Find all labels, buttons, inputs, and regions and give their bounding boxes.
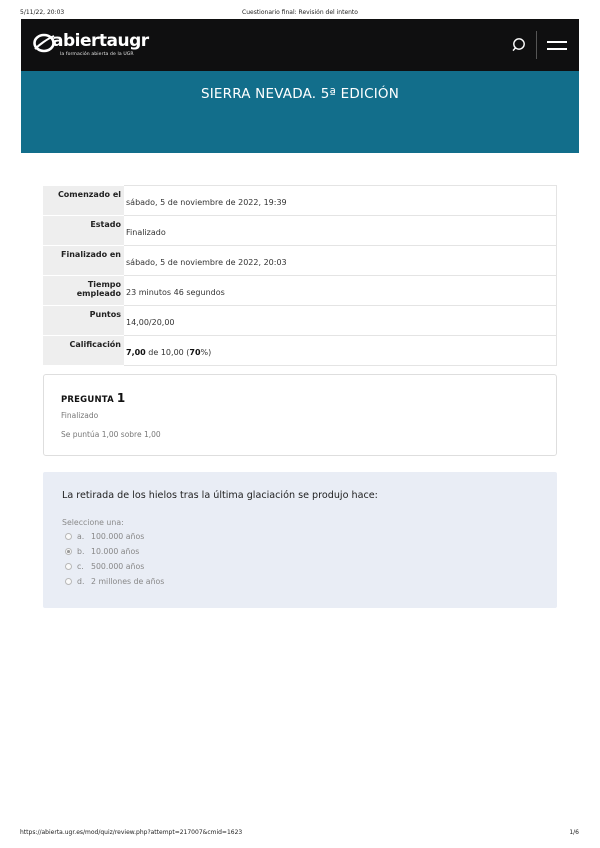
logo-subtitle: la formación abierta de la UGR xyxy=(60,52,134,57)
summary-value: Finalizado xyxy=(124,216,557,246)
radio-button[interactable] xyxy=(65,563,72,570)
radio-button[interactable] xyxy=(65,578,72,585)
summary-row-time-taken xyxy=(43,276,557,306)
grade-value: 7,00 xyxy=(126,348,146,357)
top-navbar xyxy=(21,19,579,71)
print-date: 5/11/22, 20:03 xyxy=(20,9,65,16)
navbar-divider xyxy=(536,31,537,59)
summary-row-started xyxy=(43,186,557,216)
question-number: 1 xyxy=(116,391,126,405)
answer-letter: c. xyxy=(77,562,84,571)
select-one-label: Seleccione una: xyxy=(62,518,124,527)
question-state: Finalizado xyxy=(61,411,99,420)
course-banner xyxy=(21,71,579,153)
logo-text: abiertaugr xyxy=(52,31,149,51)
summary-label: Puntos xyxy=(43,306,124,336)
site-logo[interactable] xyxy=(33,30,163,62)
search-button[interactable] xyxy=(511,37,527,53)
print-header xyxy=(0,9,600,19)
answer-text: 500.000 años xyxy=(91,562,145,571)
summary-row-finished xyxy=(43,246,557,276)
summary-value xyxy=(124,336,557,366)
question-content-box xyxy=(43,472,557,608)
question-grade: Se puntúa 1,00 sobre 1,00 xyxy=(61,430,161,439)
question-prompt: La retirada de los hielos tras la última glaciación se produjo hace: xyxy=(62,490,378,501)
summary-label: Tiempo empleado xyxy=(43,276,124,306)
summary-row-state xyxy=(43,216,557,246)
summary-row-grade xyxy=(43,336,557,366)
answer-letter: d. xyxy=(77,577,85,586)
summary-value: sábado, 5 de noviembre de 2022, 20:03 xyxy=(124,246,557,276)
summary-label: Finalizado en xyxy=(43,246,124,276)
answer-text: 2 millones de años xyxy=(91,577,165,586)
radio-button[interactable] xyxy=(65,533,72,540)
search-icon xyxy=(511,37,527,53)
grade-percent: 70 xyxy=(189,348,201,357)
print-title: Cuestionario final: Revisión del intento xyxy=(242,9,358,16)
grade-percent-suffix: %) xyxy=(200,348,212,357)
summary-label: Estado xyxy=(43,216,124,246)
print-url: https://abierta.ugr.es/mod/quiz/review.php?attempt=217007&cmid=1623 xyxy=(20,829,243,836)
attempt-summary-table xyxy=(43,185,557,366)
summary-value: sábado, 5 de noviembre de 2022, 19:39 xyxy=(124,186,557,216)
summary-value: 23 minutos 46 segundos xyxy=(124,276,557,306)
menu-button[interactable] xyxy=(547,39,567,51)
summary-row-marks xyxy=(43,306,557,336)
summary-label: Comenzado el xyxy=(43,186,124,216)
print-page-number: 1/6 xyxy=(569,829,579,836)
summary-label: Calificación xyxy=(43,336,124,366)
summary-value: 14,00/20,00 xyxy=(124,306,557,336)
hamburger-icon-bar-top xyxy=(547,41,567,43)
answer-letter: a. xyxy=(77,532,85,541)
course-title: SIERRA NEVADA. 5ª EDICIÓN xyxy=(200,86,400,102)
question-info-box xyxy=(43,374,557,456)
question-heading xyxy=(61,391,125,405)
answer-letter: b. xyxy=(77,547,85,556)
answer-text: 10.000 años xyxy=(91,547,140,556)
radio-button-selected[interactable] xyxy=(65,548,72,555)
question-label: PREGUNTA xyxy=(61,395,114,405)
grade-of: de 10,00 ( xyxy=(148,348,190,357)
answer-text: 100.000 años xyxy=(91,532,145,541)
hamburger-icon-bar-bottom xyxy=(547,48,567,50)
